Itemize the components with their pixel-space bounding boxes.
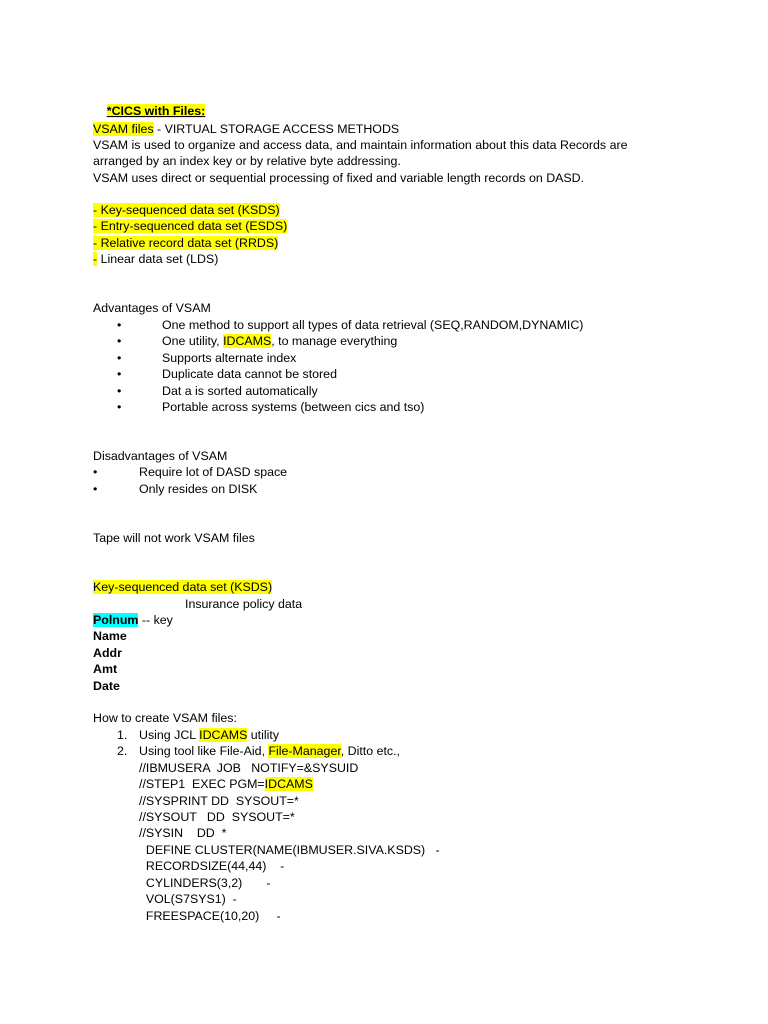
advantage-item: Dat a is sorted automatically <box>162 384 318 398</box>
jcl-line: //SYSOUT DD SYSOUT=* <box>139 810 295 824</box>
step-number: 1. <box>117 728 128 742</box>
dataset-type-item: - Relative record data set (RRDS) <box>93 236 279 250</box>
advantage-item: Portable across systems (between cics and tso) <box>162 400 425 414</box>
ksds-field: Name <box>93 629 127 643</box>
step-number: 2. <box>117 744 128 758</box>
intro-line: VSAM uses direct or sequential processing of fixed and variable length records on DASD. <box>93 171 585 185</box>
jcl-line: RECORDSIZE(44,44) - <box>139 859 285 873</box>
document-title: *CICS with Files: <box>106 104 206 118</box>
jcl-line: //IBMUSERA JOB NOTIFY=&SYSUID <box>139 761 359 775</box>
advantage-item: One method to support all types of data retrieval (SEQ,RANDOM,DYNAMIC) <box>162 318 584 332</box>
jcl-line: FREESPACE(10,20) - <box>139 909 281 923</box>
ksds-field: Amt <box>93 662 118 676</box>
bullet-icon: • <box>117 367 122 381</box>
jcl-line: CYLINDERS(3,2) - <box>139 876 271 890</box>
advantages-heading: Advantages of VSAM <box>93 301 211 315</box>
disadvantages-heading: Disadvantages of VSAM <box>93 449 228 463</box>
tape-note: Tape will not work VSAM files <box>93 531 255 545</box>
bullet-icon: • <box>93 482 98 496</box>
intro-line: arranged by an index key or by relative byte addressing. <box>93 154 401 168</box>
ksds-field: Addr <box>93 646 122 660</box>
create-step: Using JCL IDCAMS utility <box>139 728 280 742</box>
bullet-icon: • <box>117 318 122 332</box>
jcl-line: //SYSIN DD * <box>139 826 227 840</box>
bullet-icon: • <box>117 400 122 414</box>
vsam-definition-heading: VSAM files - VIRTUAL STORAGE ACCESS METHODS <box>93 122 400 136</box>
disadvantage-item: Only resides on DISK <box>139 482 258 496</box>
create-step: Using tool like File-Aid, File-Manager, Ditto etc., <box>139 744 400 758</box>
dataset-type-item: - Linear data set (LDS) <box>93 252 219 266</box>
ksds-subtitle: Insurance policy data <box>185 597 303 611</box>
dataset-type-item: - Entry-sequenced data set (ESDS) <box>93 219 288 233</box>
create-heading: How to create VSAM files: <box>93 711 237 725</box>
advantage-item: Supports alternate index <box>162 351 297 365</box>
jcl-line: DEFINE CLUSTER(NAME(IBMUSER.SIVA.KSDS) - <box>139 843 440 857</box>
jcl-line: //STEP1 EXEC PGM=IDCAMS <box>139 777 313 791</box>
intro-line: VSAM is used to organize and access data, and maintain information about this data Records are <box>93 138 628 152</box>
dataset-type-item: - Key-sequenced data set (KSDS) <box>93 203 280 217</box>
bullet-icon: • <box>117 351 122 365</box>
advantage-item: One utility, IDCAMS, to manage everything <box>162 334 398 348</box>
bullet-icon: • <box>93 465 98 479</box>
disadvantage-item: Require lot of DASD space <box>139 465 288 479</box>
advantage-item: Duplicate data cannot be stored <box>162 367 337 381</box>
bullet-icon: • <box>117 334 122 348</box>
ksds-heading: Key-sequenced data set (KSDS) <box>93 580 273 594</box>
jcl-line: //SYSPRINT DD SYSOUT=* <box>139 794 299 808</box>
bullet-icon: • <box>117 384 122 398</box>
ksds-key-field: Polnum -- key <box>93 613 173 627</box>
ksds-field: Date <box>93 679 120 693</box>
jcl-line: VOL(S7SYS1) - <box>139 892 237 906</box>
